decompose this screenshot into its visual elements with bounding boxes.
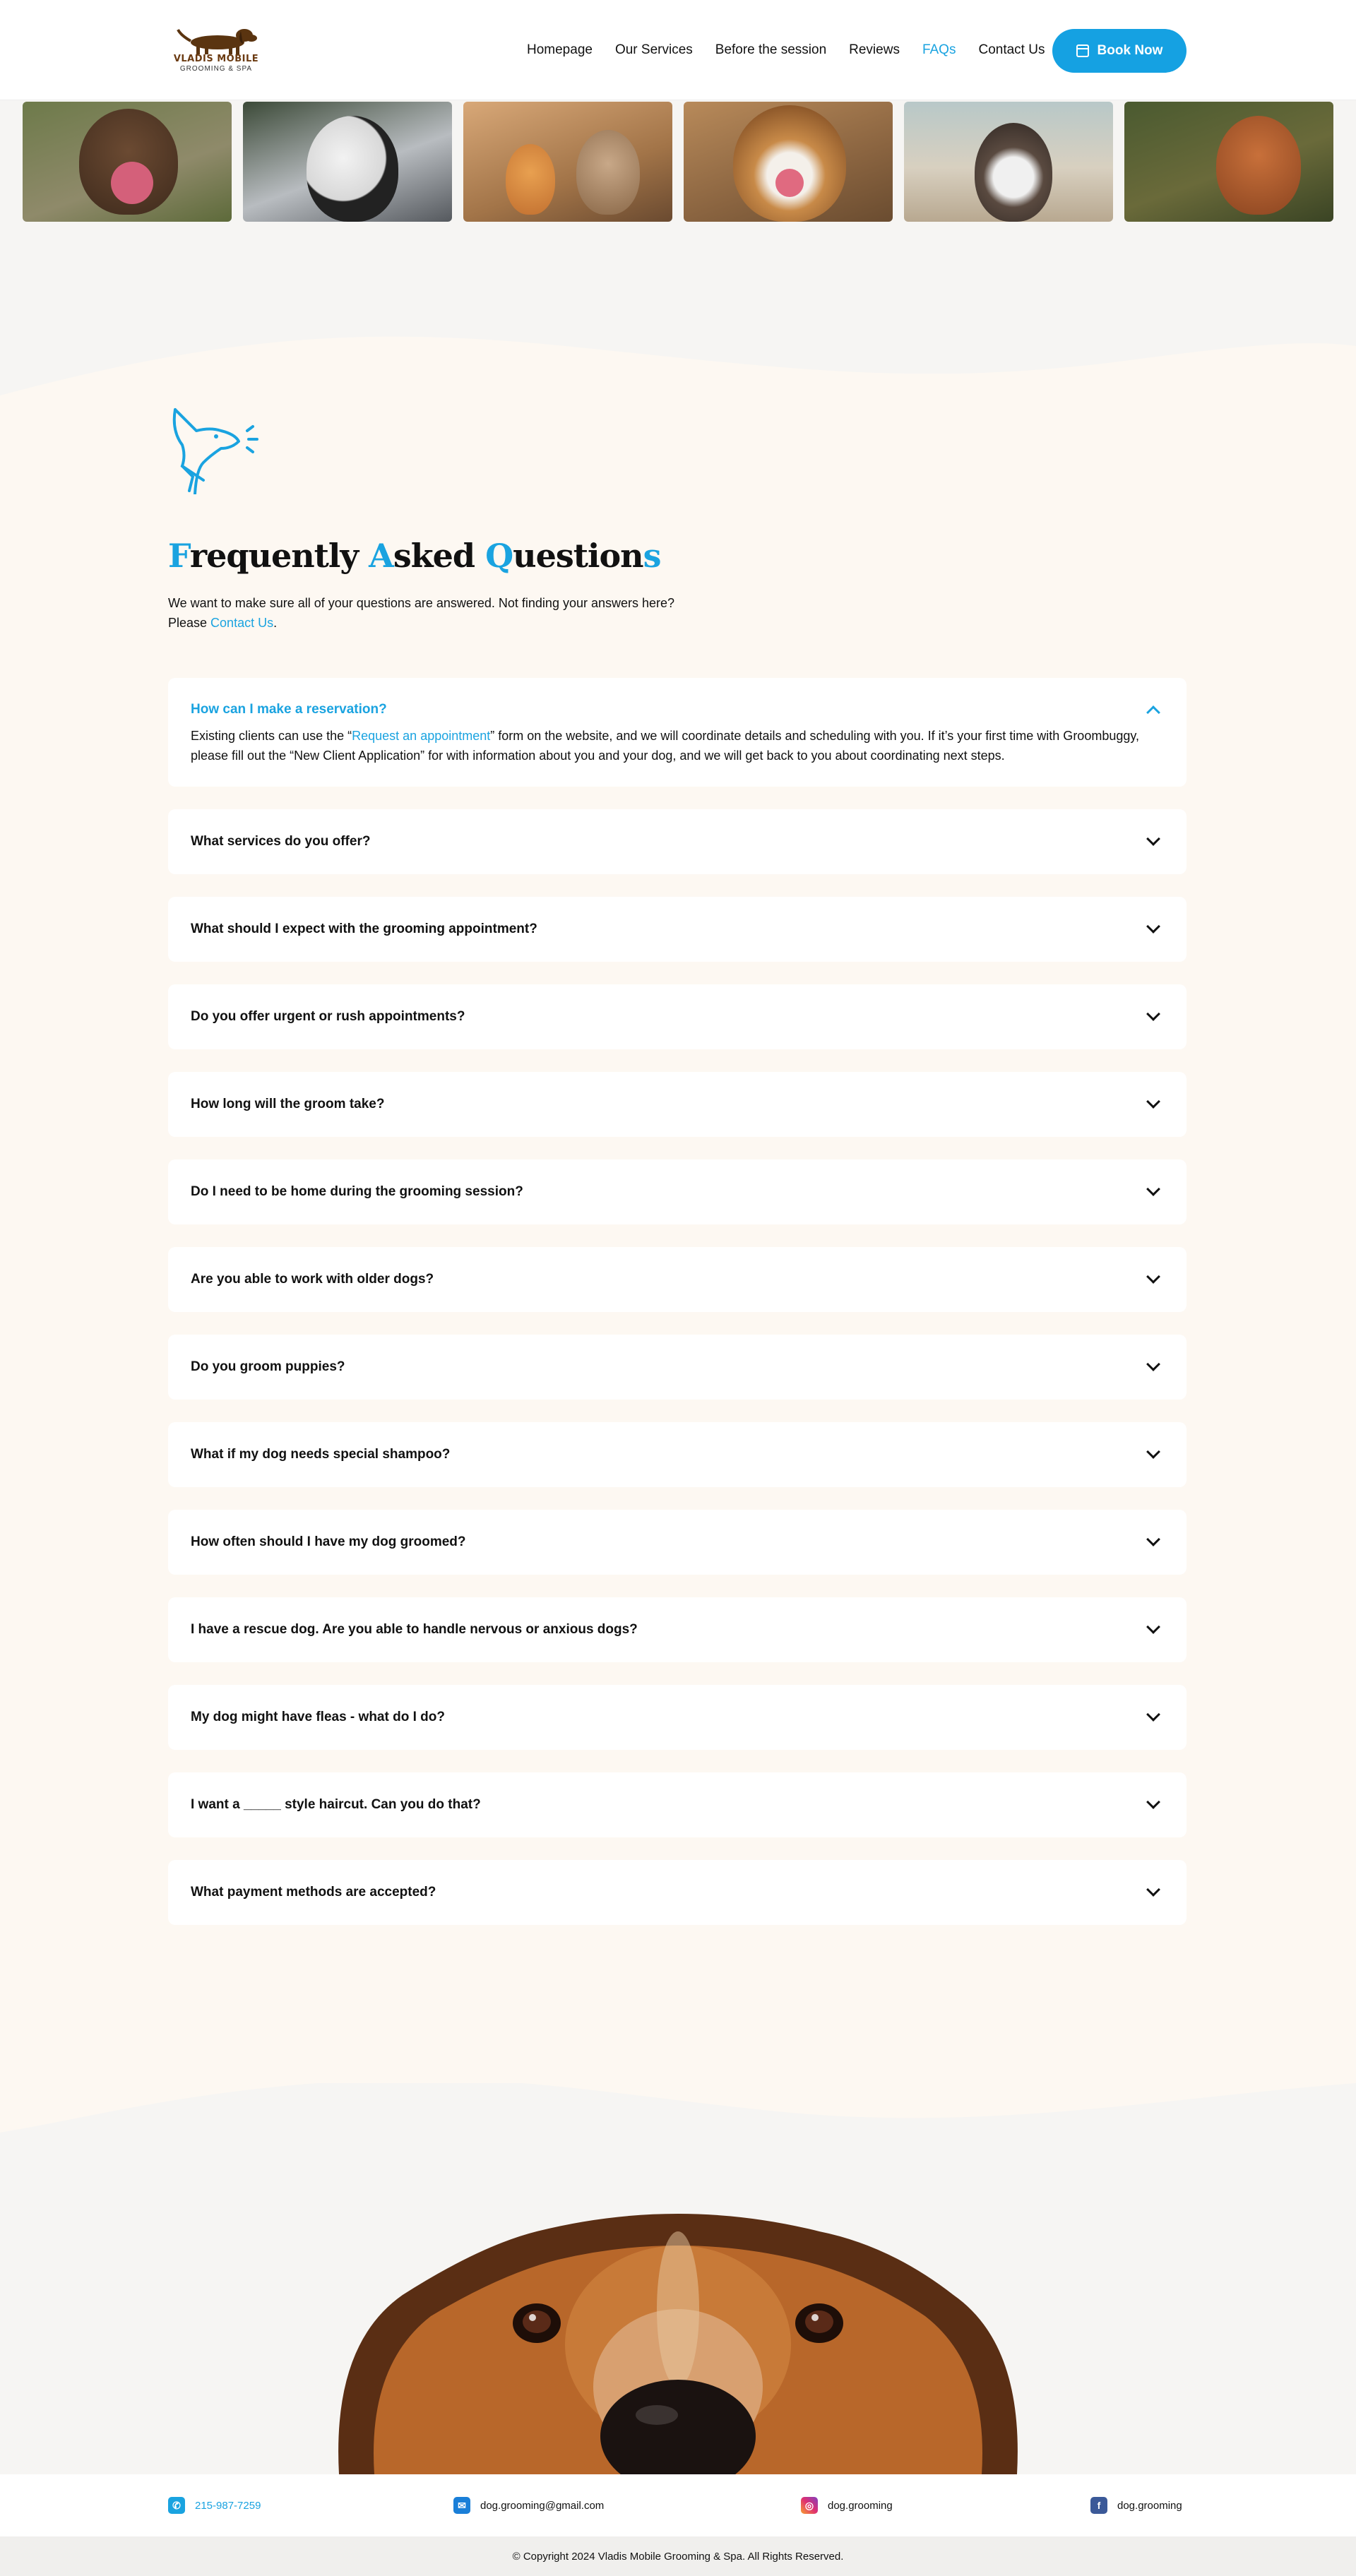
logo-subtext: GROOMING & SPA	[179, 65, 253, 73]
dog-figure	[1216, 116, 1301, 215]
faq-item-services	[168, 809, 1186, 874]
footer-facebook[interactable]	[1090, 2497, 1182, 2514]
chevron-down-icon	[1146, 1445, 1160, 1459]
chevron-down-icon	[1146, 1707, 1160, 1722]
dog-figure	[506, 144, 555, 215]
footer-phone[interactable]	[168, 2497, 261, 2514]
answer-text-after: ” form on the website, and we will coordinate details and scheduling with you. If it’s your first time with Groombuggy, please fill out the “New Client Application” for with information about you and your dog, and we will get back to you about coordinating next steps.	[191, 729, 1140, 763]
dog-tongue	[111, 162, 153, 204]
faq-item-home	[168, 1159, 1186, 1224]
chevron-down-icon	[1146, 1620, 1160, 1634]
faq-question: How can I make a reservation?	[191, 702, 387, 717]
chevron-down-icon	[1146, 1795, 1160, 1809]
chevron-down-icon	[1146, 1095, 1160, 1109]
faq-question-toggle[interactable]	[191, 1335, 1164, 1400]
site-header	[0, 0, 1356, 100]
dog-tongue	[775, 169, 804, 197]
calendar-icon	[1076, 44, 1089, 57]
faq-question-toggle[interactable]	[191, 897, 1164, 962]
faq-question-toggle[interactable]	[191, 1510, 1164, 1575]
gallery-photo-5	[904, 102, 1113, 222]
chevron-down-icon	[1146, 1883, 1160, 1897]
faq-question: How long will the groom take?	[191, 1097, 385, 1111]
site-logo[interactable]	[168, 23, 264, 78]
footer-phone-number: 215-987-7259	[195, 2499, 261, 2512]
chevron-down-icon	[1146, 1357, 1160, 1371]
faq-item-duration	[168, 1072, 1186, 1137]
faq-item-reservation	[168, 678, 1186, 787]
title-part-requently: requently	[189, 537, 369, 575]
dog-figure	[733, 105, 846, 222]
peeking-dog-image	[325, 2203, 1031, 2474]
gallery-photo-6	[1124, 102, 1333, 222]
intro-end: .	[273, 616, 278, 630]
faq-question: What services do you offer?	[191, 834, 371, 849]
faq-question-toggle[interactable]	[191, 809, 1164, 874]
title-part-sked: sked	[393, 537, 486, 575]
dog-photo-gallery	[23, 102, 1333, 222]
faq-question-toggle[interactable]	[191, 1422, 1164, 1487]
faq-question: What payment methods are accepted?	[191, 1885, 436, 1900]
faq-question-toggle[interactable]	[191, 1072, 1164, 1137]
faq-question: Are you able to work with older dogs?	[191, 1272, 434, 1287]
intro-please: Please	[168, 616, 211, 630]
title-letter-s: s	[643, 537, 661, 575]
faq-question: I want a _____ style haircut. Can you do that?	[191, 1797, 481, 1812]
faq-item-haircut	[168, 1772, 1186, 1837]
barking-dog-icon	[168, 402, 260, 494]
footer-email[interactable]	[453, 2497, 604, 2514]
dog-figure	[307, 116, 398, 222]
faq-accordion	[168, 678, 1186, 1948]
faq-question: My dog might have fleas - what do I do?	[191, 1710, 445, 1724]
logo-text: VLADIS MOBILE	[173, 54, 259, 64]
footer-facebook-handle: dog.grooming	[1117, 2499, 1182, 2512]
section-wave-bottom	[0, 2076, 1356, 2133]
faq-question-toggle[interactable]	[191, 1597, 1164, 1662]
phone-icon: ✆	[168, 2497, 185, 2514]
faq-item-rescue	[168, 1597, 1186, 1662]
faq-intro	[168, 593, 733, 633]
chevron-down-icon	[1146, 919, 1160, 934]
faq-question-toggle[interactable]	[191, 1685, 1164, 1750]
faq-item-expect	[168, 897, 1186, 962]
answer-text-before: Existing clients can use the “	[191, 729, 352, 743]
chevron-down-icon	[1146, 1182, 1160, 1196]
chevron-down-icon	[1146, 832, 1160, 846]
copyright-text: © Copyright 2024 Vladis Mobile Grooming & Spa. All Rights Reserved.	[512, 2550, 844, 2563]
faq-answer	[191, 726, 1165, 787]
faq-question-toggle[interactable]	[191, 1860, 1164, 1925]
faq-item-shampoo	[168, 1422, 1186, 1487]
nav-homepage[interactable]: Homepage	[527, 42, 593, 57]
faq-question: Do I need to be home during the grooming session?	[191, 1184, 523, 1199]
faq-item-urgent	[168, 984, 1186, 1049]
chevron-down-icon	[1146, 1007, 1160, 1021]
request-appointment-link[interactable]: Request an appointment	[352, 729, 491, 743]
instagram-icon: ◎	[801, 2497, 818, 2514]
faq-question-toggle[interactable]	[191, 984, 1164, 1049]
faq-question-toggle[interactable]	[191, 1159, 1164, 1224]
faq-item-fleas	[168, 1685, 1186, 1750]
nav-reviews[interactable]: Reviews	[849, 42, 900, 57]
facebook-icon: f	[1090, 2497, 1107, 2514]
faq-item-payment	[168, 1860, 1186, 1925]
faq-title	[168, 537, 661, 575]
footer-email-address: dog.grooming@gmail.com	[480, 2499, 605, 2512]
faq-item-puppies	[168, 1335, 1186, 1400]
nav-before-the-session[interactable]: Before the session	[715, 42, 827, 57]
faq-item-frequency	[168, 1510, 1186, 1575]
gallery-photo-1	[23, 102, 232, 222]
faq-question: How often should I have my dog groomed?	[191, 1534, 466, 1549]
book-now-button[interactable]	[1052, 29, 1186, 73]
chevron-down-icon	[1146, 1532, 1160, 1546]
dog-figure	[975, 123, 1052, 222]
chevron-up-icon	[1146, 705, 1160, 720]
gallery-photo-4	[684, 102, 893, 222]
main-nav	[527, 40, 1067, 61]
nav-our-services[interactable]: Our Services	[614, 42, 693, 57]
gallery-photo-3	[463, 102, 672, 222]
intro-contact-link[interactable]: Contact Us	[210, 616, 274, 630]
dachshund-logo-icon	[168, 23, 264, 58]
faq-question: Do you offer urgent or rush appointments?	[191, 1009, 465, 1024]
title-letter-f: F	[168, 537, 190, 575]
book-now-label: Book Now	[1097, 43, 1163, 58]
faq-question: I have a rescue dog. Are you able to handle nervous or anxious dogs?	[191, 1622, 638, 1637]
gallery-photo-2	[243, 102, 452, 222]
title-letter-q: Q	[485, 537, 513, 575]
section-wave-top	[0, 297, 1356, 402]
faq-question: What if my dog needs special shampoo?	[191, 1447, 451, 1462]
site-footer	[0, 2474, 1356, 2536]
footer-instagram-handle: dog.grooming	[828, 2499, 893, 2512]
nav-contact-us[interactable]: Contact Us	[978, 42, 1045, 57]
intro-line-1: We want to make sure all of your questions are answered. Not finding your answers here?	[168, 596, 675, 610]
dog-figure	[576, 130, 640, 215]
footer-instagram[interactable]	[801, 2497, 893, 2514]
nav-faqs[interactable]: FAQs	[922, 42, 956, 57]
chevron-down-icon	[1146, 1270, 1160, 1284]
copyright-bar	[0, 2536, 1356, 2576]
faq-question: Do you groom puppies?	[191, 1359, 345, 1374]
title-letter-a: A	[369, 537, 393, 575]
faq-question-toggle[interactable]	[191, 1247, 1164, 1312]
faq-item-older-dogs	[168, 1247, 1186, 1312]
faq-question: What should I expect with the grooming appointment?	[191, 922, 537, 936]
faq-question-toggle[interactable]	[191, 1772, 1164, 1837]
email-icon: ✉	[453, 2497, 470, 2514]
title-part-uestion: uestion	[513, 537, 643, 575]
